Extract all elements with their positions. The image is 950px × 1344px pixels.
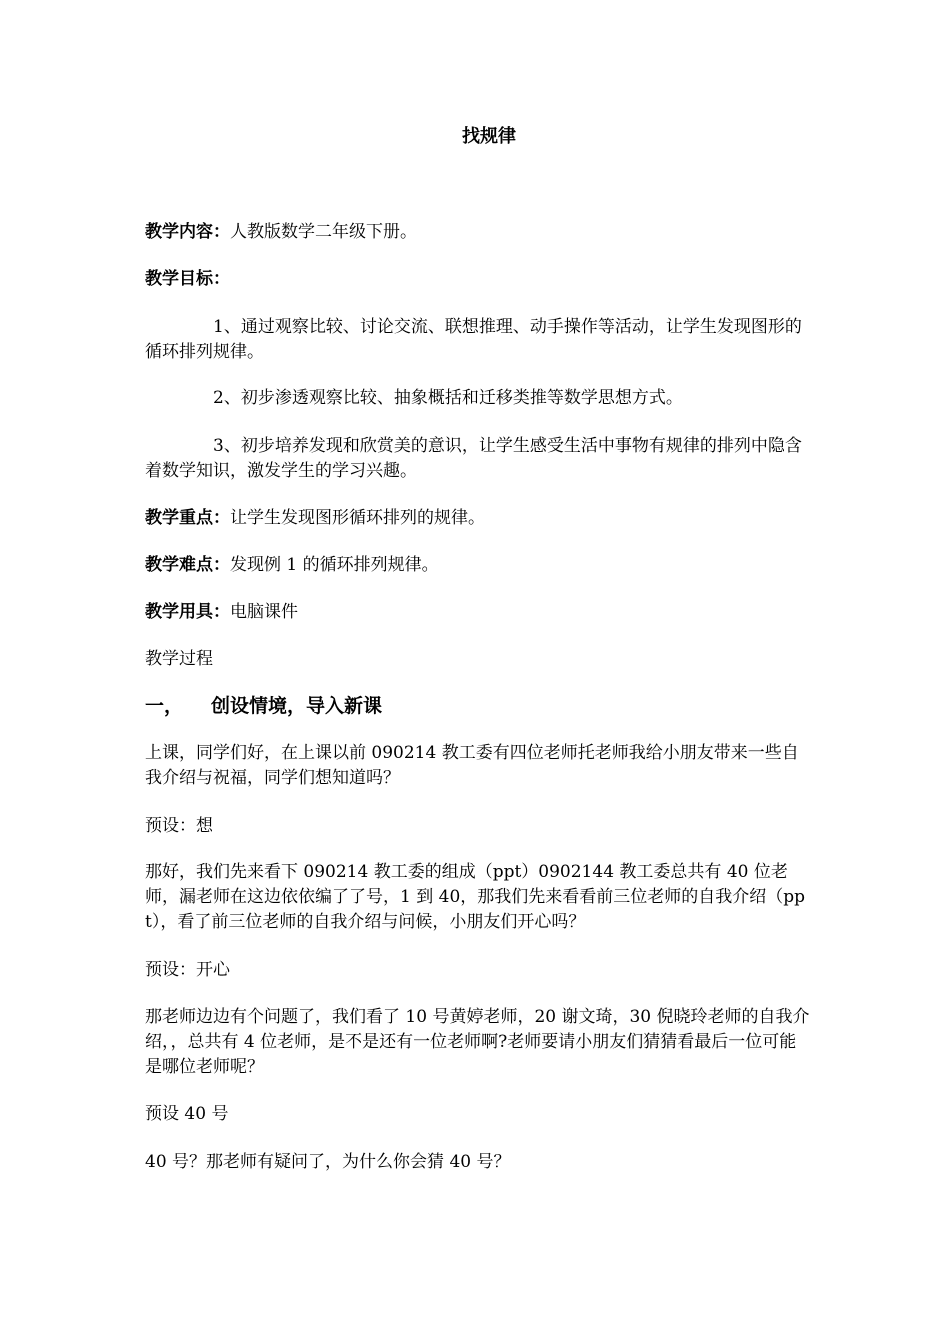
difficulty-label: 教学难点： (145, 555, 230, 575)
paragraph-1: 上课，同学们好，在上课以前 090214 教工委有四位老师托老师我给小朋友带来一些自我介绍与祝福，同学们想知道吗？ (145, 743, 799, 788)
teaching-content (145, 220, 810, 245)
teaching-content-value: 人教版数学二年级下册。 (230, 222, 417, 242)
tools-value: 电脑课件 (230, 602, 298, 622)
paragraph-6: 预设 40 号 (145, 1104, 229, 1124)
tools-label: 教学用具： (145, 602, 230, 622)
teaching-tools (145, 600, 810, 625)
document-title: 找规律 (462, 126, 516, 147)
paragraph-3: 那好，我们先来看下 090214 教工委的组成（ppt）0902144 教工委总共有 40 位老师，漏老师在这边依依编了了号，1 到 40，那我们先来看看前三位老师的自我介绍（ppt），看了前三位老师的自我介绍与问候，小朋友们开心吗？ (145, 862, 806, 932)
section-number: 一， (145, 695, 184, 717)
key-point-value: 让学生发现图形循环排列的规律。 (230, 508, 485, 528)
objective-item-2: 2、初步渗透观察比较、抽象概括和迁移类推等数学思想方式。 (213, 388, 683, 408)
teaching-difficulty (145, 553, 810, 578)
section-title: 创设情境，导入新课 (211, 695, 383, 717)
teaching-process-label: 教学过程 (145, 649, 213, 669)
teaching-content-label: 教学内容： (145, 222, 230, 242)
paragraph-7: 40 号？那老师有疑问了，为什么你会猜 40 号？ (145, 1152, 511, 1172)
teaching-key-point (145, 506, 810, 531)
objective-item-3: 3、初步培养发现和欣赏美的意识，让学生感受生活中事物有规律的排列中隐含着数学知识，激发学生的学习兴趣。 (145, 436, 802, 481)
section-heading-1 (145, 692, 810, 720)
paragraph-5: 那老师边边有个问题了，我们看了 10 号黄婷老师，20 谢文琦，30 倪晓玲老师的自我介绍，，总共有 4 位老师，是不是还有一位老师啊?老师要请小朋友们猜猜看最后一位可能是哪位老师呢？ (145, 1007, 810, 1077)
difficulty-value: 发现例 1 的循环排列规律。 (230, 555, 439, 575)
objective-item-1: 1、通过观察比较、讨论交流、联想推理、动手操作等活动，让学生发现图形的循环排列规律。 (145, 317, 802, 362)
paragraph-4: 预设：开心 (145, 960, 230, 980)
paragraph-2: 预设：想 (145, 816, 213, 836)
teaching-objectives-label: 教学目标： (145, 269, 230, 289)
key-point-label: 教学重点： (145, 508, 230, 528)
